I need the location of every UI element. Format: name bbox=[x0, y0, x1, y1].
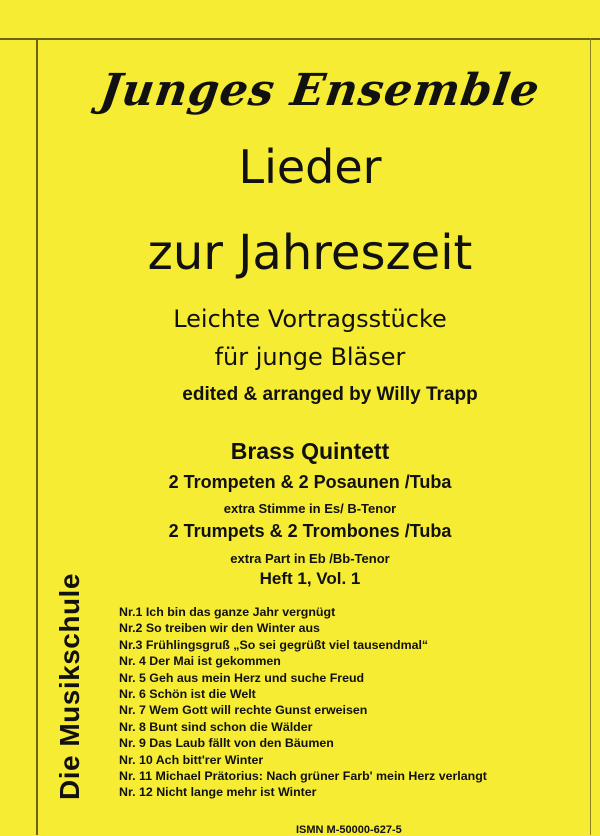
contents-item: Nr.3 Frühlingsgruß „So sei gegrüßt viel tausendmal“ bbox=[119, 637, 429, 652]
extra-part-de: extra Stimme in Es/ B-Tenor bbox=[223, 501, 397, 516]
contents-item: Nr.2 So treiben wir den Winter aus bbox=[119, 621, 320, 636]
contents-item: Nr. 9 Das Laub fällt von den Bäumen bbox=[119, 736, 334, 751]
frame-top-rule bbox=[0, 38, 600, 40]
contents-item: Nr. 4 Der Mai ist gekommen bbox=[119, 654, 281, 669]
editor-credit: edited & arranged by Willy Trapp bbox=[182, 384, 478, 405]
contents-item: Nr. 11 Michael Prätorius: Nach grüner Farb' mein Herz verlangt bbox=[119, 768, 487, 783]
contents-item: Nr. 5 Geh aus mein Herz und suche Freud bbox=[119, 670, 365, 685]
frame-right-rule bbox=[590, 38, 591, 835]
frame-left-rule bbox=[36, 38, 38, 835]
contents-item: Nr.1 Ich bin das ganze Jahr vergnügt bbox=[119, 605, 336, 619]
contents-item: Nr. 6 Schön ist die Welt bbox=[119, 686, 256, 701]
spine-publisher-text: Die Musikschule bbox=[54, 573, 85, 800]
subtitle-line-2: für junge Bläser bbox=[214, 343, 406, 371]
contents-item: Nr. 8 Bunt sind schon die Wälder bbox=[119, 719, 313, 734]
ensemble-heading: Brass Quintett bbox=[230, 438, 390, 464]
contents-item: Nr. 10 Ach bitt'rer Winter bbox=[119, 752, 264, 767]
volume-label: Heft 1, Vol. 1 bbox=[259, 569, 361, 588]
instrumentation-de: 2 Trompeten & 2 Posaunen /Tuba bbox=[168, 472, 452, 492]
contents-item: Nr. 7 Wem Gott will rechte Gunst erweisen bbox=[119, 703, 368, 718]
subtitle-line-1: Leichte Vortragsstücke bbox=[173, 305, 447, 333]
contents-item: Nr. 12 Nicht lange mehr ist Winter bbox=[119, 785, 317, 800]
ismn-number: ISMN M-50000-627-5 bbox=[296, 824, 402, 836]
contents-list bbox=[119, 604, 579, 801]
series-title: Junges Ensemble bbox=[96, 65, 544, 116]
extra-part-en: extra Part in Eb /Bb-Tenor bbox=[230, 551, 390, 566]
instrumentation-en: 2 Trumpets & 2 Trombones /Tuba bbox=[168, 521, 452, 541]
title-line-1: Lieder bbox=[238, 140, 382, 194]
title-line-2: zur Jahreszeit bbox=[147, 225, 473, 281]
